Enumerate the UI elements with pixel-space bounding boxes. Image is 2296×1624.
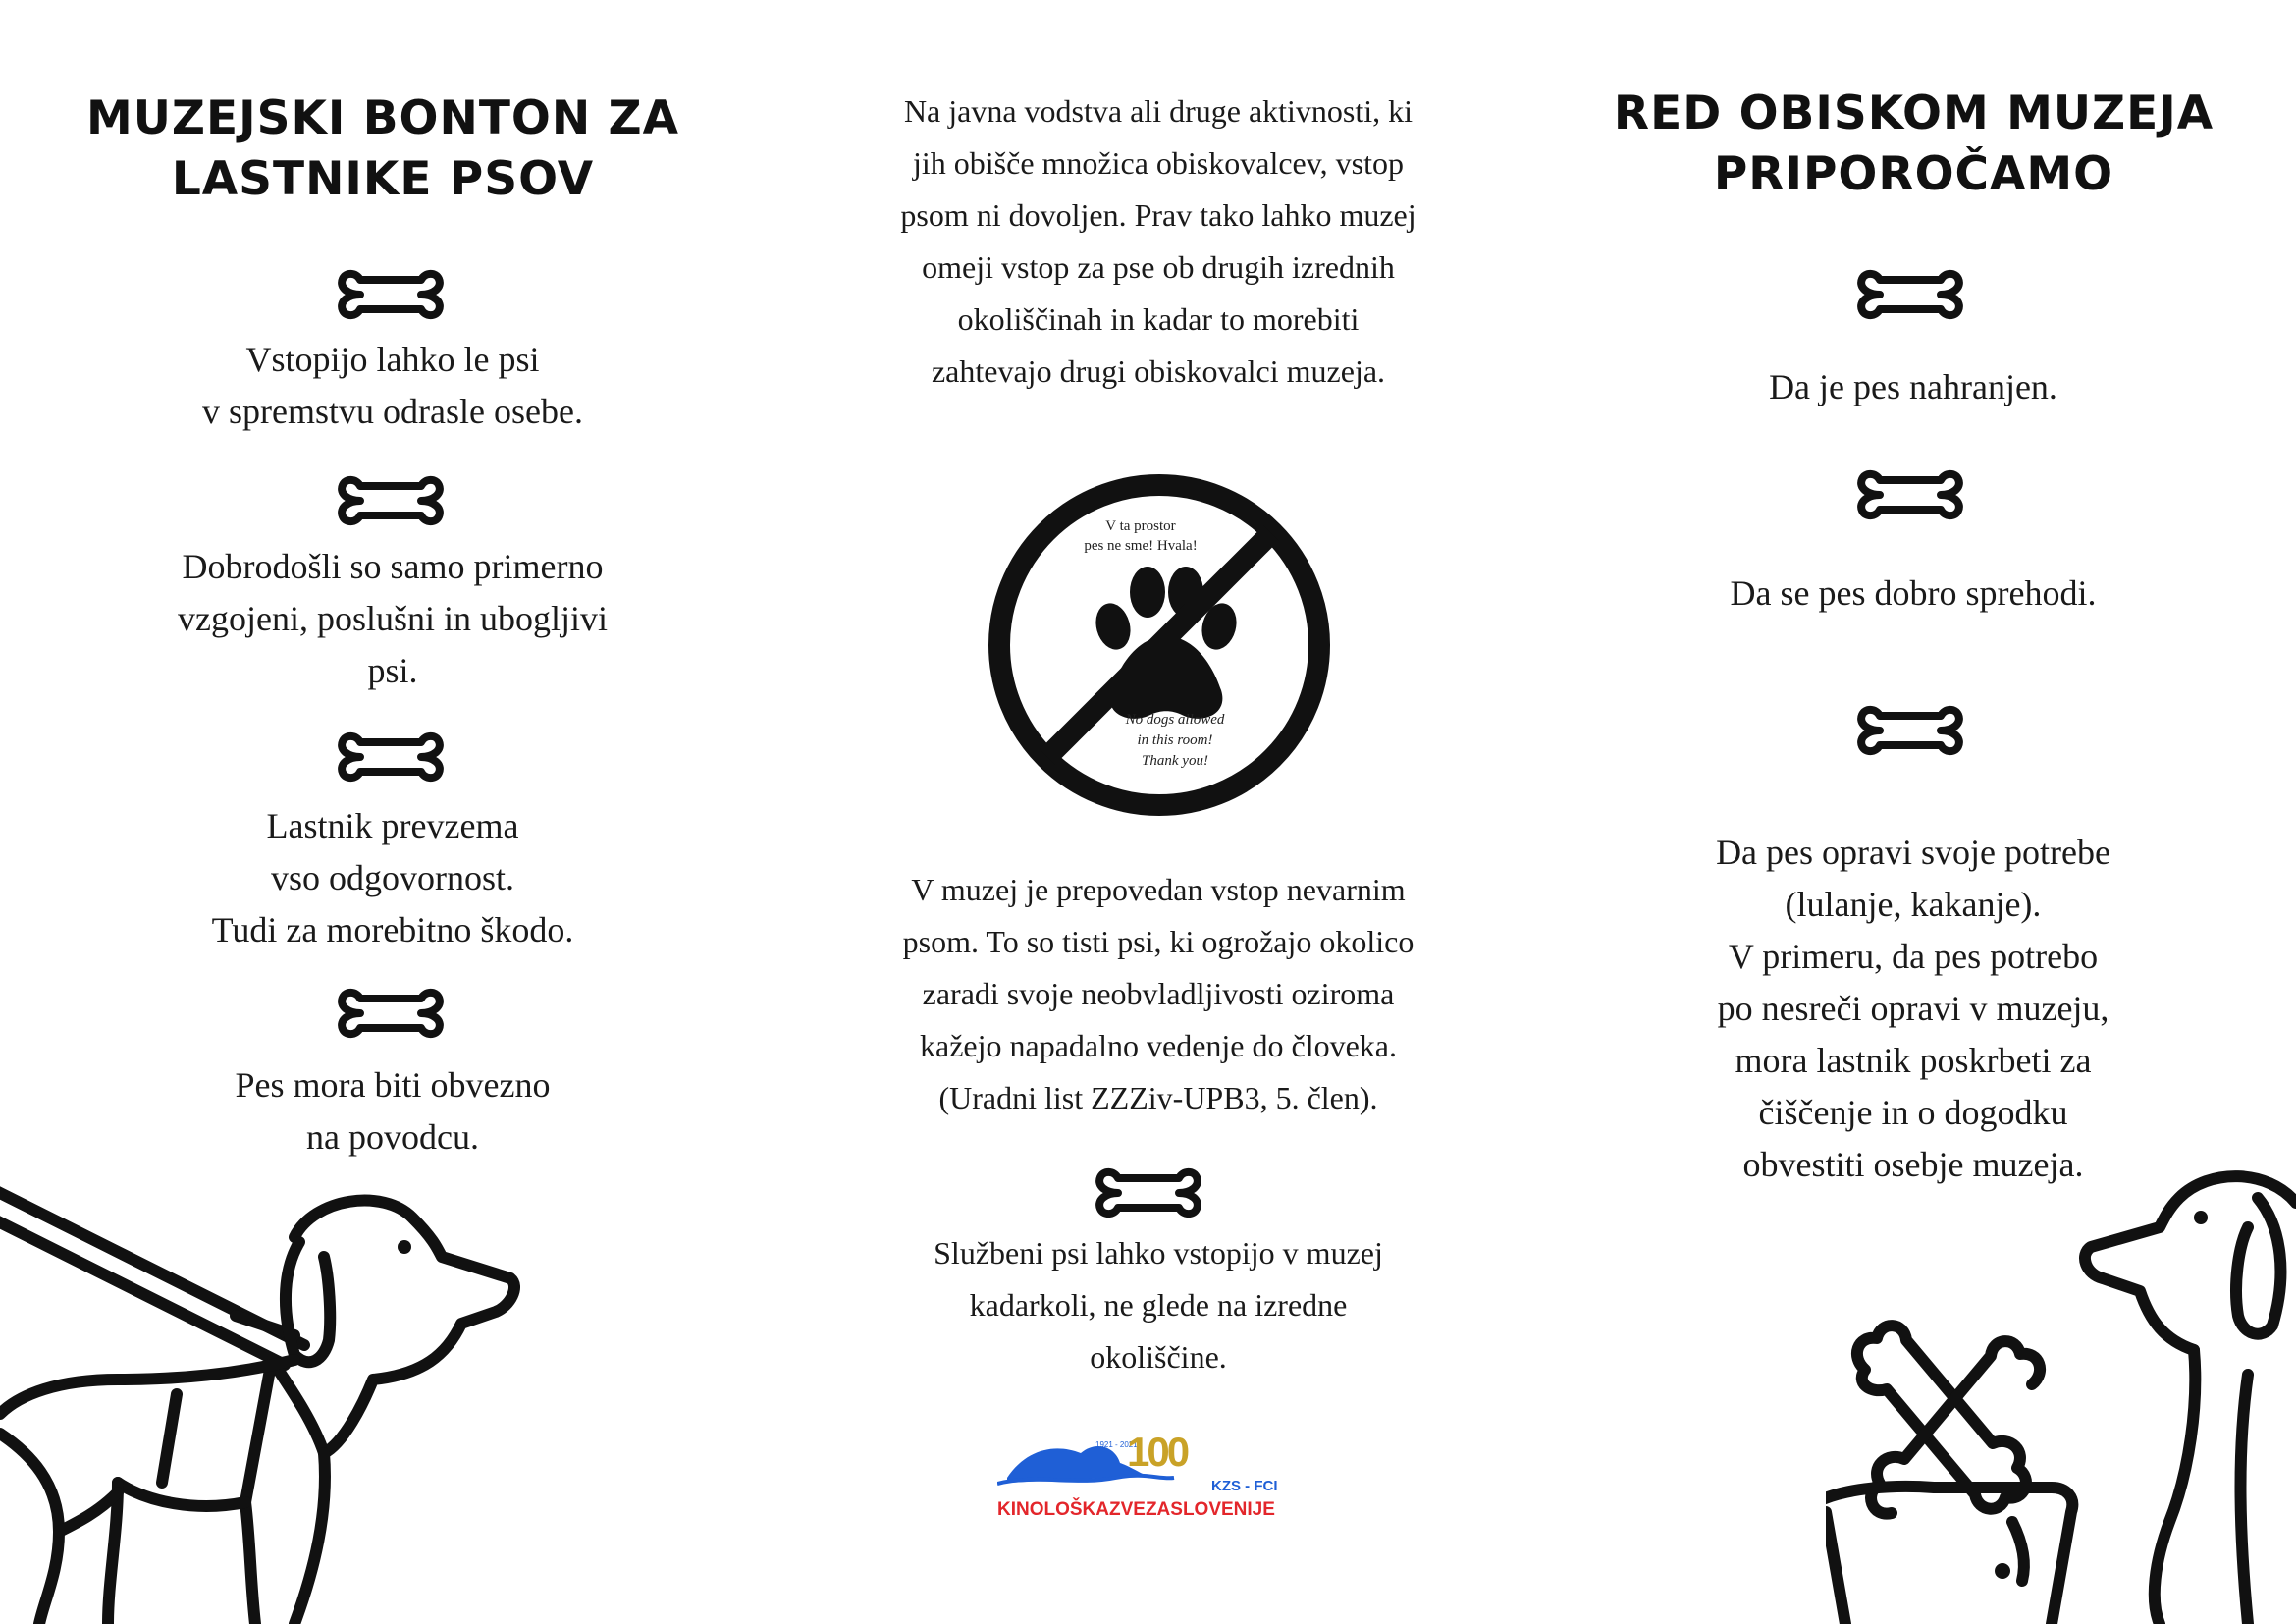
dangerous-dogs-text xyxy=(766,864,1551,1124)
right-panel xyxy=(1531,0,2296,1624)
text-line: po nesreči opravi v muzeju, xyxy=(1717,989,2109,1028)
text-line: Na javna vodstva ali druge aktivnosti, ki xyxy=(903,93,1414,129)
sign-text-slovene xyxy=(1042,516,1239,556)
text-line: in this room! xyxy=(1137,732,1213,748)
text-line: Da pes opravi svoje potrebe xyxy=(1716,833,2110,872)
sign-text-english xyxy=(1092,710,1258,772)
text-line: (Uradni list ZZZiv-UPB3, 5. člen). xyxy=(938,1080,1378,1115)
heading-line: RED OBISKOM MUZEJA xyxy=(1613,86,2215,140)
left-heading xyxy=(0,88,766,210)
heading-line: MUZEJSKI BONTON ZA xyxy=(85,91,679,145)
right-heading xyxy=(1531,83,2296,205)
text-line: okoliščine. xyxy=(1090,1339,1227,1375)
bone-icon xyxy=(331,472,451,529)
text-line: mora lastnik poskrbeti za xyxy=(1735,1041,2092,1080)
no-dogs-sign xyxy=(984,469,1335,821)
text-line: na povodcu. xyxy=(306,1117,479,1157)
rule-adult-company xyxy=(0,334,785,438)
text-line: psi. xyxy=(367,651,418,690)
middle-panel xyxy=(766,0,1531,1624)
bone-icon xyxy=(331,729,451,785)
bone-icon xyxy=(1089,1164,1208,1221)
bone-icon xyxy=(1850,466,1970,523)
text-line: V ta prostor xyxy=(1105,518,1176,534)
text-line: Dobrodošli so samo primerno xyxy=(182,547,604,586)
text-line: V primeru, da pes potrebo xyxy=(1728,937,2099,976)
text-line: čiščenje in o dogodku xyxy=(1758,1093,2068,1132)
rule-well-behaved xyxy=(0,541,785,697)
bone-icon xyxy=(1850,702,1970,759)
text-line: V muzej je prepovedan vstop nevarnim xyxy=(911,872,1406,907)
text-line: Da je pes nahranjen. xyxy=(1769,367,2057,406)
bone-icon xyxy=(331,985,451,1042)
rule-walked xyxy=(1531,568,2295,620)
text-line: Da se pes dobro sprehodi. xyxy=(1730,573,2097,613)
text-line: psom. To so tisti psi, ki ogrožajo okolico xyxy=(902,924,1415,959)
dog-with-bowl-illustration xyxy=(1826,1149,2296,1624)
text-line: okoliščinah in kadar to morebiti xyxy=(957,301,1360,337)
text-line: No dogs allowed xyxy=(1125,712,1225,728)
logo-years: 1921 - 2021 xyxy=(1095,1440,1138,1449)
bone-icon xyxy=(1850,266,1970,323)
dog-with-leash-illustration xyxy=(0,1159,550,1624)
text-line: pes ne sme! Hvala! xyxy=(1084,538,1198,554)
heading-line: LASTNIKE PSOV xyxy=(171,152,595,206)
text-line: Lastnik prevzema xyxy=(266,806,519,845)
rule-fed xyxy=(1531,361,2295,413)
rule-toilet xyxy=(1531,827,2295,1191)
rule-leash xyxy=(0,1059,785,1164)
heading-line: PRIPOROČAMO xyxy=(1713,147,2114,201)
intro-text xyxy=(766,85,1551,398)
text-line: Tudi za morebitno škodo. xyxy=(211,910,574,949)
text-line: vso odgovornost. xyxy=(270,858,514,897)
bone-icon xyxy=(331,266,451,323)
kzs-logo xyxy=(997,1429,1292,1532)
text-line: Službeni psi lahko vstopijo v muzej xyxy=(934,1235,1383,1271)
logo-name: KINOLOŠKAZVEZASLOVENIJE xyxy=(997,1499,1275,1520)
logo-fci: KZS - FCI xyxy=(1211,1478,1278,1494)
text-line: kadarkoli, ne glede na izredne xyxy=(969,1287,1348,1323)
rule-owner-responsibility xyxy=(0,800,785,956)
text-line: jih obišče množica obiskovalcev, vstop xyxy=(912,145,1405,181)
text-line: Thank you! xyxy=(1142,753,1208,769)
text-line: vzgojeni, poslušni in ubogljivi xyxy=(178,599,608,638)
text-line: Vstopijo lahko le psi xyxy=(245,340,540,379)
text-line: obvestiti osebje muzeja. xyxy=(1742,1145,2084,1184)
text-line: (lulanje, kakanje). xyxy=(1785,885,2042,924)
text-line: zaradi svoje neobvladljivosti oziroma xyxy=(922,976,1395,1011)
text-line: kažejo napadalno vedenje do človeka. xyxy=(920,1028,1397,1063)
text-line: Pes mora biti obvezno xyxy=(235,1065,551,1105)
logo-100: 100 xyxy=(1127,1429,1188,1475)
service-dogs-text xyxy=(766,1227,1551,1383)
left-panel xyxy=(0,0,766,1624)
text-line: zahtevajo drugi obiskovalci muzeja. xyxy=(931,353,1386,389)
text-line: psom ni dovoljen. Prav tako lahko muzej xyxy=(900,197,1416,233)
text-line: omeji vstop za pse ob drugih izrednih xyxy=(922,249,1395,285)
text-line: v spremstvu odrasle osebe. xyxy=(202,392,583,431)
